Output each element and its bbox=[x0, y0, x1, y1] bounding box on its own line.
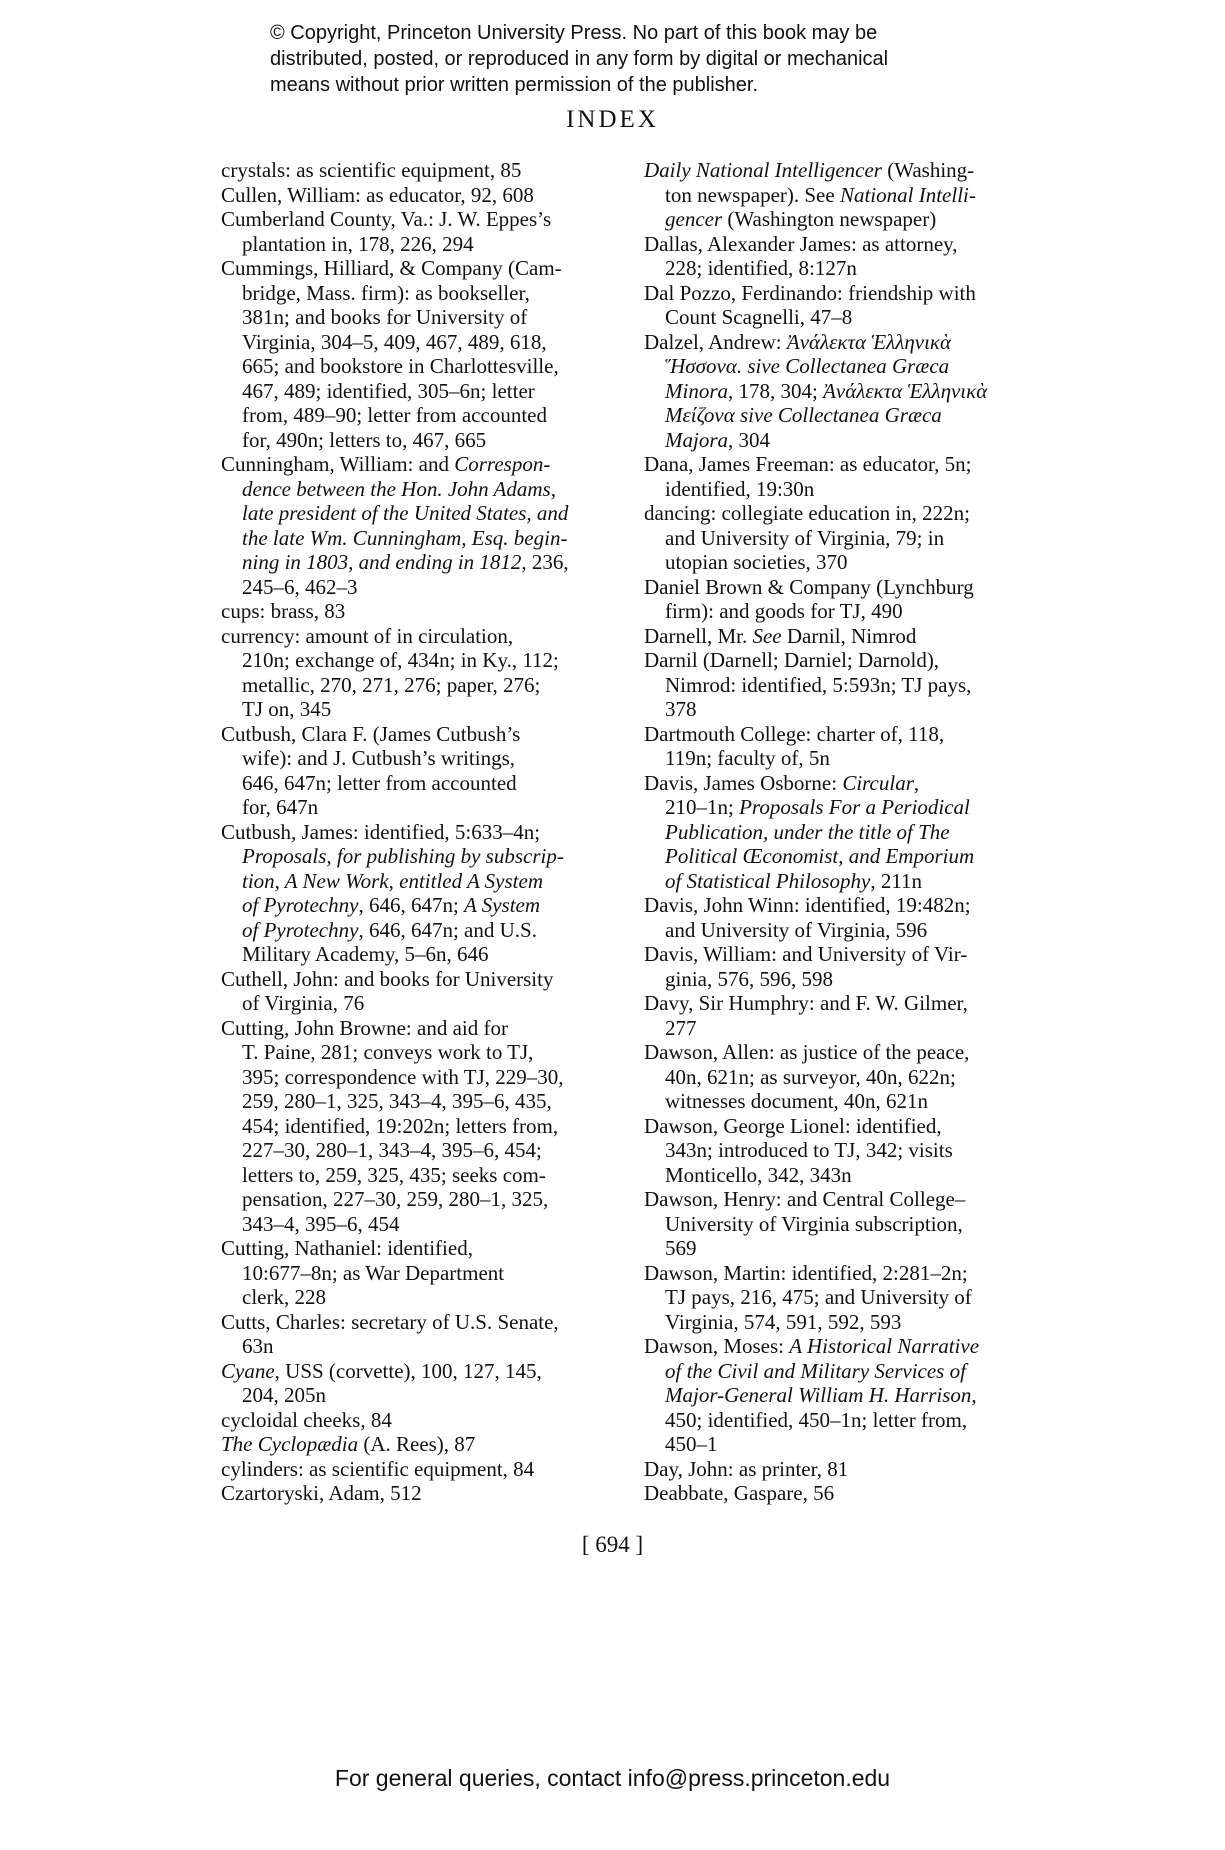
index-entry-line: The Cyclopædia (A. Rees), 87 bbox=[221, 1432, 476, 1456]
index-entry-line: Μείζονα sive Collectanea Græca bbox=[665, 403, 942, 427]
index-entry-line: Ἥσσονα. sive Collectanea Græca bbox=[665, 354, 950, 378]
copyright-line: distributed, posted, or reproduced in any form by digital or mechanical bbox=[270, 48, 889, 70]
index-entry-line: 467, 489; identified, 305–6n; letter bbox=[242, 378, 535, 403]
index-entry bbox=[221, 207, 631, 256]
index-entry-line: Minora, 178, 304; Ἀνάλεκτα Ἑλληνικὰ bbox=[665, 378, 988, 403]
index-entry-line: 665; and bookstore in Charlottesville, bbox=[242, 354, 559, 378]
index-entry bbox=[644, 648, 1054, 722]
index-entry-line: of Statistical Philosophy, 211n bbox=[665, 868, 923, 893]
index-entry-line: metallic, 270, 271, 276; paper, 276; bbox=[242, 672, 541, 697]
index-entry-line: dancing: collegiate education in, 222n; bbox=[644, 501, 970, 525]
index-entry bbox=[644, 722, 1054, 771]
index-entry-line: Cutbush, Clara F. (James Cutbush’s bbox=[221, 721, 521, 746]
index-entry-line: 343–4, 395–6, 454 bbox=[242, 1211, 400, 1236]
index-entry bbox=[644, 575, 1054, 624]
index-entry-line: Davis, William: and University of Vir- bbox=[644, 942, 968, 966]
index-entry-line: 343n; introduced to TJ, 342; visits bbox=[665, 1138, 953, 1162]
index-entry bbox=[644, 1114, 1054, 1188]
index-column-left bbox=[221, 158, 631, 1506]
index-entry bbox=[644, 1334, 1054, 1457]
index-entry bbox=[221, 1432, 631, 1457]
index-entry-line: and University of Virginia, 596 bbox=[665, 917, 928, 942]
index-entry-line: currency: amount of in circulation, bbox=[221, 623, 514, 648]
index-entry-line: Dawson, Henry: and Central College– bbox=[644, 1187, 966, 1211]
index-entry-line: 277 bbox=[665, 1015, 697, 1040]
index-entry-line: 210n; exchange of, 434n; in Ky., 112; bbox=[242, 648, 559, 672]
index-entry-line: Dartmouth College: charter of, 118, bbox=[644, 721, 945, 746]
index-entry bbox=[644, 771, 1054, 894]
index-entry-line: 40n, 621n; as surveyor, 40n, 622n; bbox=[665, 1064, 956, 1089]
index-entry bbox=[221, 820, 631, 967]
index-entry bbox=[644, 1457, 1054, 1482]
index-entry-line: 119n; faculty of, 5n bbox=[665, 746, 830, 770]
index-entry bbox=[644, 1040, 1054, 1114]
index-entry-line: for, 490n; letters to, 467, 665 bbox=[242, 427, 487, 452]
copyright-line: © Copyright, Princeton University Press. No part of this book may be bbox=[270, 22, 878, 44]
index-entry-line: Daniel Brown & Company (Lynchburg bbox=[644, 574, 974, 599]
index-entry-line: 450–1 bbox=[665, 1432, 718, 1456]
index-entry-line: 569 bbox=[665, 1236, 697, 1260]
index-entry-line: crystals: as scientific equipment, 85 bbox=[221, 158, 522, 182]
index-entry-line: firm): and goods for TJ, 490 bbox=[665, 599, 903, 623]
index-entry bbox=[644, 1187, 1054, 1261]
index-entry-line: Major-General William H. Harrison, bbox=[665, 1383, 977, 1407]
index-entry-line: utopian societies, 370 bbox=[665, 550, 848, 574]
index-entry-line: TJ on, 345 bbox=[242, 697, 332, 721]
index-entry-line: and University of Virginia, 79; in bbox=[665, 525, 945, 550]
index-entry-line: Darnil (Darnell; Darniel; Darnold), bbox=[644, 648, 940, 672]
index-entry-line: Deabbate, Gaspare, 56 bbox=[644, 1481, 835, 1505]
index-entry bbox=[644, 281, 1054, 330]
index-entry-line: Dawson, Martin: identified, 2:281–2n; bbox=[644, 1260, 968, 1285]
index-entry bbox=[644, 452, 1054, 501]
contact-footer: For general queries, contact info@press.princeton.edu bbox=[334, 1765, 891, 1791]
index-entry-line: Cutbush, James: identified, 5:633–4n; bbox=[221, 819, 541, 844]
index-entry-line: the late Wm. Cunningham, Esq. begin- bbox=[242, 525, 568, 550]
index-entry-line: Cullen, William: as educator, 92, 608 bbox=[221, 182, 534, 207]
index-entry bbox=[644, 991, 1054, 1040]
index-entry-line: witnesses document, 40n, 621n bbox=[665, 1089, 929, 1113]
index-entry-line: of Virginia, 76 bbox=[242, 991, 365, 1015]
index-entry-line: Dawson, Allen: as justice of the peace, bbox=[644, 1040, 970, 1064]
index-entry-line: Cutting, John Browne: and aid for bbox=[221, 1015, 508, 1040]
index-entry-line: Cummings, Hilliard, & Company (Cam- bbox=[221, 256, 562, 280]
index-entry-line: Count Scagnelli, 47–8 bbox=[665, 305, 853, 329]
index-entry-line: Cutting, Nathaniel: identified, bbox=[221, 1236, 473, 1260]
index-entry-line: pensation, 227–30, 259, 280–1, 325, bbox=[242, 1187, 549, 1211]
index-entry bbox=[221, 722, 631, 820]
index-entry-line: Davy, Sir Humphry: and F. W. Gilmer, bbox=[644, 991, 968, 1015]
index-entry-line: Military Academy, 5–6n, 646 bbox=[242, 942, 489, 966]
index-entry-line: Day, John: as printer, 81 bbox=[644, 1456, 849, 1481]
index-entry-line: 245–6, 462–3 bbox=[242, 574, 358, 599]
index-entry bbox=[644, 624, 1054, 649]
index-entry bbox=[644, 158, 1054, 232]
index-entry-line: 204, 205n bbox=[242, 1383, 326, 1407]
index-entry-line: 10:677–8n; as War Department bbox=[242, 1260, 505, 1285]
index-entry-line: Cumberland County, Va.: J. W. Eppes’s bbox=[221, 207, 552, 231]
index-entry-line: plantation in, 178, 226, 294 bbox=[242, 231, 474, 256]
index-entry-line: Dallas, Alexander James: as attorney, bbox=[644, 231, 958, 256]
index-entry bbox=[644, 1261, 1054, 1335]
copyright-line: means without prior written permission of the publisher. bbox=[270, 74, 759, 96]
index-entry bbox=[221, 183, 631, 208]
index-entry-line: Dana, James Freeman: as educator, 5n; bbox=[644, 452, 972, 476]
index-entry bbox=[221, 1481, 631, 1506]
index-entry bbox=[644, 1481, 1054, 1506]
index-entry-line: 63n bbox=[242, 1334, 274, 1358]
index-entry-line: Cutts, Charles: secretary of U.S. Senate, bbox=[221, 1309, 559, 1334]
index-entry-line: 381n; and books for University of bbox=[242, 305, 528, 329]
index-entry bbox=[221, 158, 631, 183]
index-entry-line: ginia, 576, 596, 598 bbox=[665, 966, 833, 991]
index-entry-line: Daily National Intelligencer (Washing- bbox=[644, 158, 975, 182]
index-entry-line: 227–30, 280–1, 343–4, 395–6, 454; bbox=[242, 1138, 542, 1162]
index-entry bbox=[644, 232, 1054, 281]
index-entry-line: from, 489–90; letter from accounted bbox=[242, 403, 547, 427]
index-entry-line: cups: brass, 83 bbox=[221, 599, 346, 623]
index-entry-line: cycloidal cheeks, 84 bbox=[221, 1407, 392, 1432]
index-entry-line: 646, 647n; letter from accounted bbox=[242, 770, 517, 795]
index-entry-line: Cunningham, William: and Correspon- bbox=[221, 452, 551, 476]
index-entry-line: tion, A New Work, entitled A System bbox=[242, 868, 543, 893]
index-entry-line: Dawson, Moses: A Historical Narrative bbox=[644, 1334, 980, 1358]
index-entry-line: Davis, John Winn: identified, 19:482n; bbox=[644, 893, 971, 917]
index-entry bbox=[221, 452, 631, 599]
index-entry-line: late president of the United States, and bbox=[242, 501, 569, 525]
index-entry-line: ning in 1803, and ending in 1812, 236, bbox=[242, 550, 569, 574]
index-entry-line: T. Paine, 281; conveys work to TJ, bbox=[242, 1040, 534, 1064]
index-entry-line: of Pyrotechny, 646, 647n; and U.S. bbox=[242, 917, 537, 942]
index-entry-line: Dawson, George Lionel: identified, bbox=[644, 1113, 942, 1138]
index-entry-line: 450; identified, 450–1n; letter from, bbox=[665, 1407, 968, 1432]
index-entry-line: Nimrod: identified, 5:593n; TJ pays, bbox=[665, 672, 972, 697]
index-entry-line: of the Civil and Military Services of bbox=[665, 1358, 966, 1383]
index-entry-line: University of Virginia subscription, bbox=[665, 1211, 963, 1236]
index-entry-line: Cuthell, John: and books for University bbox=[221, 966, 554, 991]
index-entry bbox=[221, 1359, 631, 1408]
index-entry-line: Davis, James Osborne: Circular, bbox=[644, 770, 920, 795]
index-entry bbox=[221, 1457, 631, 1482]
index-entry-line: TJ pays, 216, 475; and University of bbox=[665, 1285, 972, 1309]
index-entry bbox=[644, 330, 1054, 453]
index-entry bbox=[221, 1408, 631, 1433]
index-entry bbox=[644, 501, 1054, 575]
index-entry-line: Majora, 304 bbox=[665, 427, 770, 452]
index-entry bbox=[221, 1236, 631, 1310]
index-entry-line: Dal Pozzo, Ferdinando: friendship with bbox=[644, 280, 976, 305]
index-entry-line: gencer (Washington newspaper) bbox=[665, 207, 937, 231]
index-entry-line: 259, 280–1, 325, 343–4, 395–6, 435, bbox=[242, 1089, 552, 1113]
index-entry-line: clerk, 228 bbox=[242, 1285, 326, 1309]
index-entry-line: 378 bbox=[665, 697, 697, 721]
index-entry-line: 454; identified, 19:202n; letters from, bbox=[242, 1113, 559, 1138]
index-entry-line: dence between the Hon. John Adams, bbox=[242, 476, 556, 501]
index-entry-line: Cyane, USS (corvette), 100, 127, 145, bbox=[221, 1358, 542, 1383]
index-entry-line: wife): and J. Cutbush’s writings, bbox=[242, 746, 515, 770]
index-entry-line: for, 647n bbox=[242, 795, 319, 819]
index-entry-line: Czartoryski, Adam, 512 bbox=[221, 1481, 422, 1505]
index-entry bbox=[644, 893, 1054, 942]
copyright-notice bbox=[270, 20, 990, 98]
index-entry-line: cylinders: as scientific equipment, 84 bbox=[221, 1456, 535, 1481]
index-entry-line: Political Œconomist, and Emporium bbox=[665, 844, 975, 868]
index-column-right bbox=[644, 158, 1054, 1506]
index-entry-line: 395; correspondence with TJ, 229–30, bbox=[242, 1064, 564, 1089]
index-entry-line: Proposals, for publishing by subscrip- bbox=[242, 844, 564, 868]
index-entry-line: of Pyrotechny, 646, 647n; A System bbox=[242, 893, 541, 917]
index-entry-line: Darnell, Mr. See Darnil, Nimrod bbox=[644, 623, 917, 648]
index-entry-line: Virginia, 304–5, 409, 467, 489, 618, bbox=[242, 329, 547, 354]
page-number: [ 694 ] bbox=[581, 1532, 644, 1557]
index-entry-line: bridge, Mass. firm): as bookseller, bbox=[242, 280, 530, 305]
index-entry-line: 210–1n; Proposals For a Periodical bbox=[665, 795, 970, 819]
index-entry-line: Virginia, 574, 591, 592, 593 bbox=[665, 1309, 902, 1334]
index-entry bbox=[221, 1310, 631, 1359]
index-entry bbox=[221, 967, 631, 1016]
index-entry bbox=[221, 1016, 631, 1237]
index-entry-line: ton newspaper). See National Intelli- bbox=[665, 182, 976, 207]
index-entry bbox=[221, 599, 631, 624]
index-entry-line: letters to, 259, 325, 435; seeks com- bbox=[242, 1162, 546, 1187]
index-entry-line: identified, 19:30n bbox=[665, 476, 815, 501]
index-entry-line: 228; identified, 8:127n bbox=[665, 256, 857, 280]
running-head: INDEX bbox=[566, 106, 659, 133]
index-entry-line: Monticello, 342, 343n bbox=[665, 1162, 852, 1187]
index-entry-line: Publication, under the title of The bbox=[665, 819, 950, 844]
index-entry-line: Dalzel, Andrew: Ἀνάλεκτα Ἑλληνικὰ bbox=[644, 329, 952, 354]
index-entry bbox=[221, 256, 631, 452]
index-entry bbox=[644, 942, 1054, 991]
index-entry bbox=[221, 624, 631, 722]
